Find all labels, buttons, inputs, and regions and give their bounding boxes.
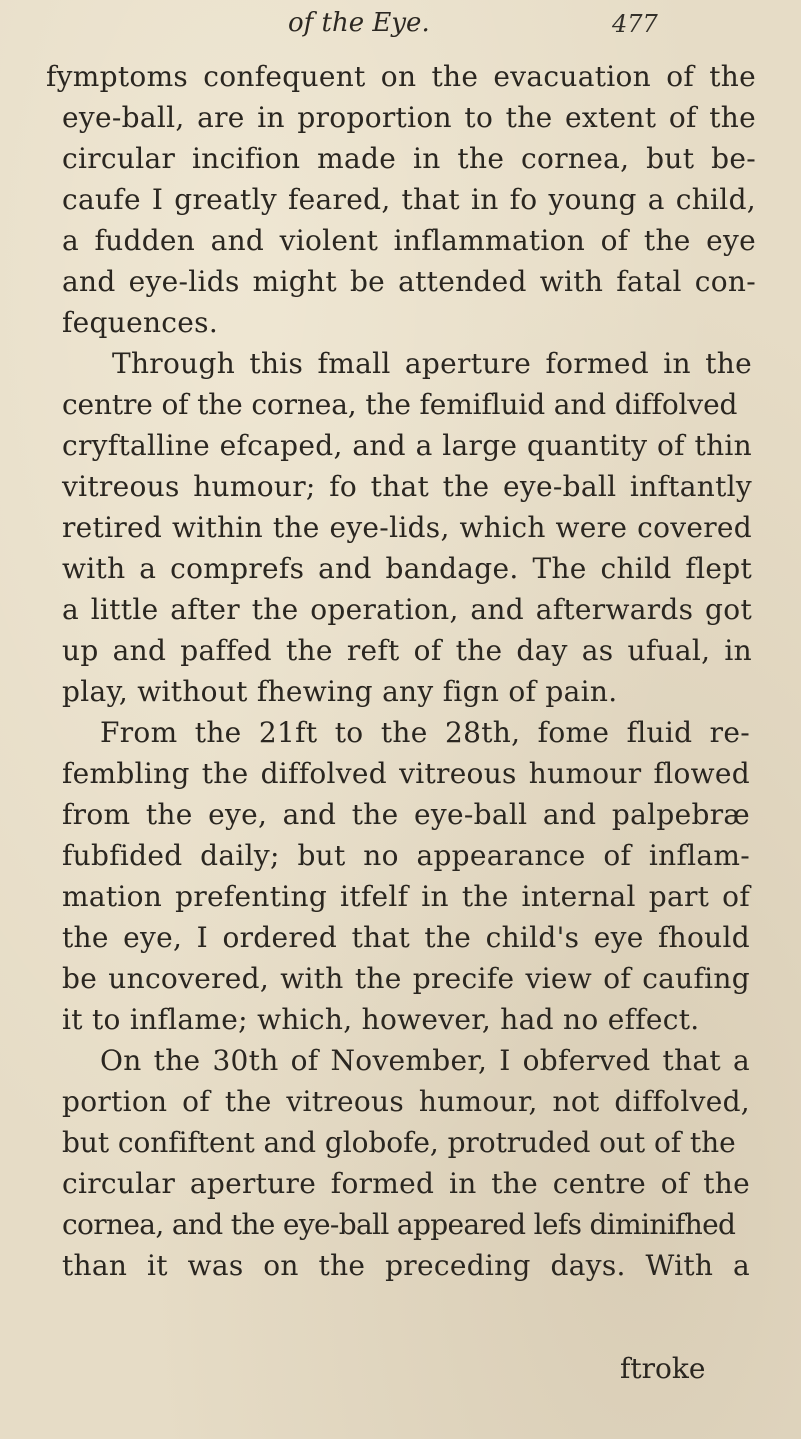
paragraph-start: From the 21ft to the 28th, fome fluid re- bbox=[100, 716, 750, 749]
paragraph-start: Through this fmall aperture formed in the bbox=[112, 347, 752, 380]
text-line: circular incifion made in the cornea, but be- bbox=[62, 142, 756, 175]
text-line: portion of the vitreous humour, not diffolved, bbox=[62, 1085, 750, 1118]
text-line: with a comprefs and bandage. The child flept bbox=[62, 552, 752, 585]
text-line: retired within the eye-lids, which were covered bbox=[62, 511, 752, 544]
text-line: circular aperture formed in the centre of the bbox=[62, 1167, 750, 1200]
page-number: 477 bbox=[612, 10, 658, 38]
text-line: than it was on the preceding days. With a bbox=[62, 1249, 750, 1282]
text-line: it to inflame; which, however, had no effect. bbox=[62, 1003, 700, 1036]
paragraph-start: On the 30th of November, I obferved that a bbox=[100, 1044, 750, 1077]
text-line: a little after the operation, and afterwards got bbox=[62, 593, 752, 626]
text-line: play, without fhewing any fign of pain. bbox=[62, 675, 618, 708]
text-line: fubfided daily; but no appearance of inflam- bbox=[62, 839, 750, 872]
text-line: the eye, I ordered that the child's eye fhould bbox=[62, 921, 750, 954]
text-line: be uncovered, with the precife view of caufing bbox=[62, 962, 750, 995]
text-line: and eye-lids might be attended with fatal con- bbox=[62, 265, 756, 298]
text-line: fembling the diffolved vitreous humour flowed bbox=[62, 757, 750, 790]
text-line: cornea, and the eye-ball appeared lefs diminifhed bbox=[62, 1208, 736, 1241]
text-line: but confiftent and globofe, protruded out of the bbox=[62, 1126, 736, 1159]
text-line: mation prefenting itfelf in the internal part of bbox=[62, 880, 750, 913]
text-line: vitreous humour; fo that the eye-ball inftantly bbox=[62, 470, 752, 503]
catchword: ftroke bbox=[620, 1352, 706, 1385]
text-line: caufe I greatly feared, that in fo young a child, bbox=[62, 183, 756, 216]
running-title: of the Eye. bbox=[288, 8, 430, 38]
text-line: from the eye, and the eye-ball and palpebræ bbox=[62, 798, 750, 831]
text-line: a fudden and violent inflammation of the eye bbox=[62, 224, 756, 257]
text-line: cryftalline efcaped, and a large quantity of thin bbox=[62, 429, 752, 462]
text-line: fequences. bbox=[62, 306, 219, 339]
text-line: up and paffed the reft of the day as ufual, in bbox=[62, 634, 752, 667]
text-line: fymptoms confequent on the evacuation of the bbox=[46, 60, 756, 93]
running-head bbox=[0, 4, 801, 44]
text-line: centre of the cornea, the femifluid and diffolved bbox=[62, 388, 738, 421]
text-line: eye-ball, are in proportion to the extent of the bbox=[62, 101, 756, 134]
